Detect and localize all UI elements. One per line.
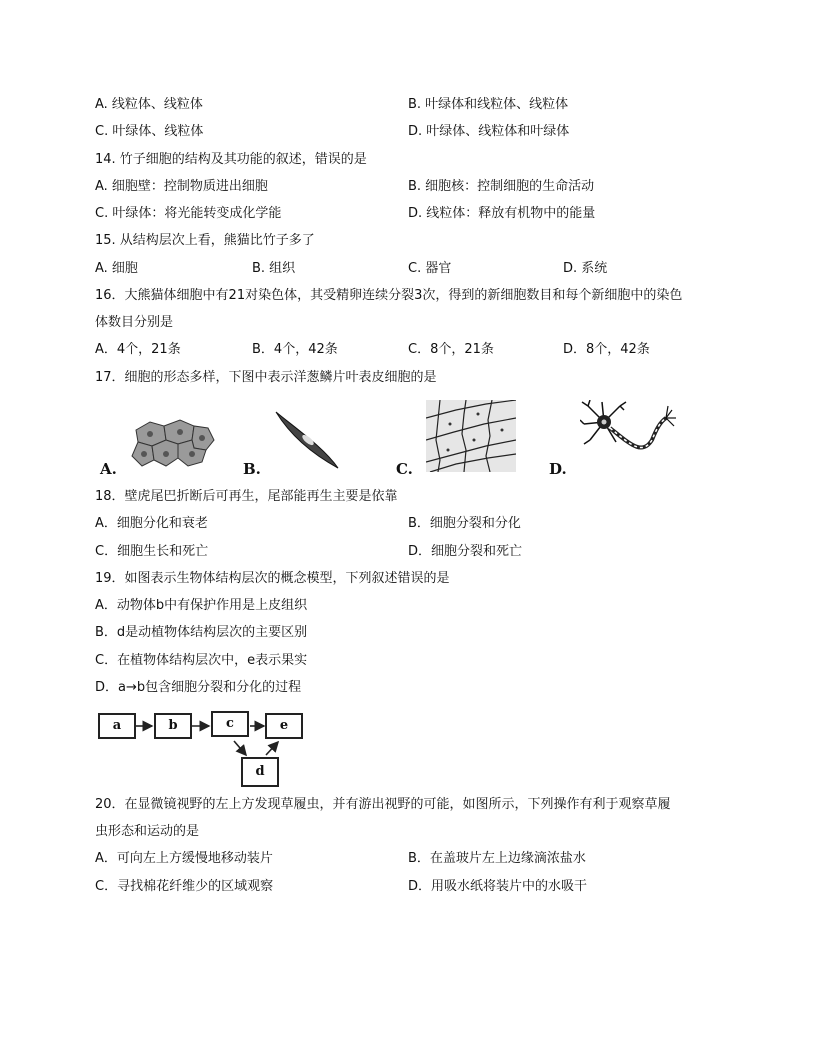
q16-stem-line2: 体数目分别是	[95, 315, 174, 330]
q13-option-b: B. 叶绿体和线粒体、线粒体	[408, 97, 569, 112]
q17-figure-d-neuron	[580, 400, 680, 470]
q17-figure-b-spindle-cell	[272, 408, 342, 472]
q16-stem-line1: 16．大熊猫体细胞中有21对染色体，其受精卵连续分裂3次，得到的新细胞数目和每个新细胞中的染色	[95, 288, 683, 303]
q15-option-a: A. 细胞	[95, 261, 138, 276]
q18-option-c: C．细胞生长和死亡	[95, 544, 209, 559]
q19-diagram-box-b: b	[154, 713, 192, 739]
q19-option-b: B．d是动植物体结构层次的主要区别	[95, 625, 308, 640]
q20-option-b: B．在盖玻片左上边缘滴浓盐水	[408, 851, 586, 866]
q19-diagram-box-d: d	[241, 757, 279, 787]
q17-figure-c-label: C.	[396, 460, 413, 478]
q17-figure-a-label: A.	[100, 460, 117, 478]
q18-option-a: A．细胞分化和衰老	[95, 516, 208, 531]
q20-stem-line2: 虫形态和运动的是	[95, 824, 200, 839]
q20-option-d: D．用吸水纸将装片中的水吸干	[408, 879, 588, 894]
q18-option-b: B．细胞分裂和分化	[408, 516, 521, 531]
q13-option-c: C. 叶绿体、线粒体	[95, 124, 204, 139]
q17-figure-b-label: B.	[243, 460, 261, 478]
q14-option-d: D. 线粒体：释放有机物中的能量	[408, 206, 596, 221]
q16-option-a: A．4个，21条	[95, 342, 181, 357]
q19-option-d: D．a→b包含细胞分裂和分化的过程	[95, 680, 302, 695]
q14-option-c: C. 叶绿体：将光能转变成化学能	[95, 206, 282, 221]
q16-option-c: C．8个，21条	[408, 342, 494, 357]
q17-figure-c-onion-epidermis	[426, 400, 516, 472]
q13-option-d: D. 叶绿体、线粒体和叶绿体	[408, 124, 570, 139]
q15-option-d: D. 系统	[563, 261, 608, 276]
q19-option-c: C．在植物体结构层次中，e表示果实	[95, 653, 308, 668]
q17-stem: 17．细胞的形态多样，下图中表示洋葱鳞片叶表皮细胞的是	[95, 370, 437, 385]
q20-stem-line1: 20．在显微镜视野的左上方发现草履虫，并有游出视野的可能，如图所示，下列操作有利于观察草履	[95, 797, 671, 812]
q19-option-a: A．动物体b中有保护作用是上皮组织	[95, 598, 308, 613]
q19-diagram-box-e: e	[265, 713, 303, 739]
q17-figure-a-cell-cluster	[130, 416, 220, 470]
q18-option-d: D．细胞分裂和死亡	[408, 544, 523, 559]
q15-option-b: B. 组织	[252, 261, 296, 276]
q19-diagram-box-c: c	[211, 711, 249, 737]
q17-figure-d-label: D.	[549, 460, 567, 478]
q19-stem: 19．如图表示生物体结构层次的概念模型，下列叙述错误的是	[95, 571, 450, 586]
q16-option-d: D．8个，42条	[563, 342, 650, 357]
q14-option-a: A. 细胞壁：控制物质进出细胞	[95, 179, 268, 194]
q19-diagram-box-a: a	[98, 713, 136, 739]
q20-option-a: A．可向左上方缓慢地移动装片	[95, 851, 273, 866]
q16-option-b: B．4个，42条	[252, 342, 338, 357]
q15-stem: 15. 从结构层次上看，熊猫比竹子多了	[95, 233, 315, 248]
q13-option-a: A. 线粒体、线粒体	[95, 97, 203, 112]
q14-stem: 14. 竹子细胞的结构及其功能的叙述，错误的是	[95, 152, 367, 167]
q15-option-c: C. 器官	[408, 261, 452, 276]
q20-option-c: C．寻找棉花纤维少的区域观察	[95, 879, 274, 894]
q14-option-b: B. 细胞核：控制细胞的生命活动	[408, 179, 595, 194]
q18-stem: 18．壁虎尾巴折断后可再生，尾部能再生主要是依靠	[95, 489, 398, 504]
